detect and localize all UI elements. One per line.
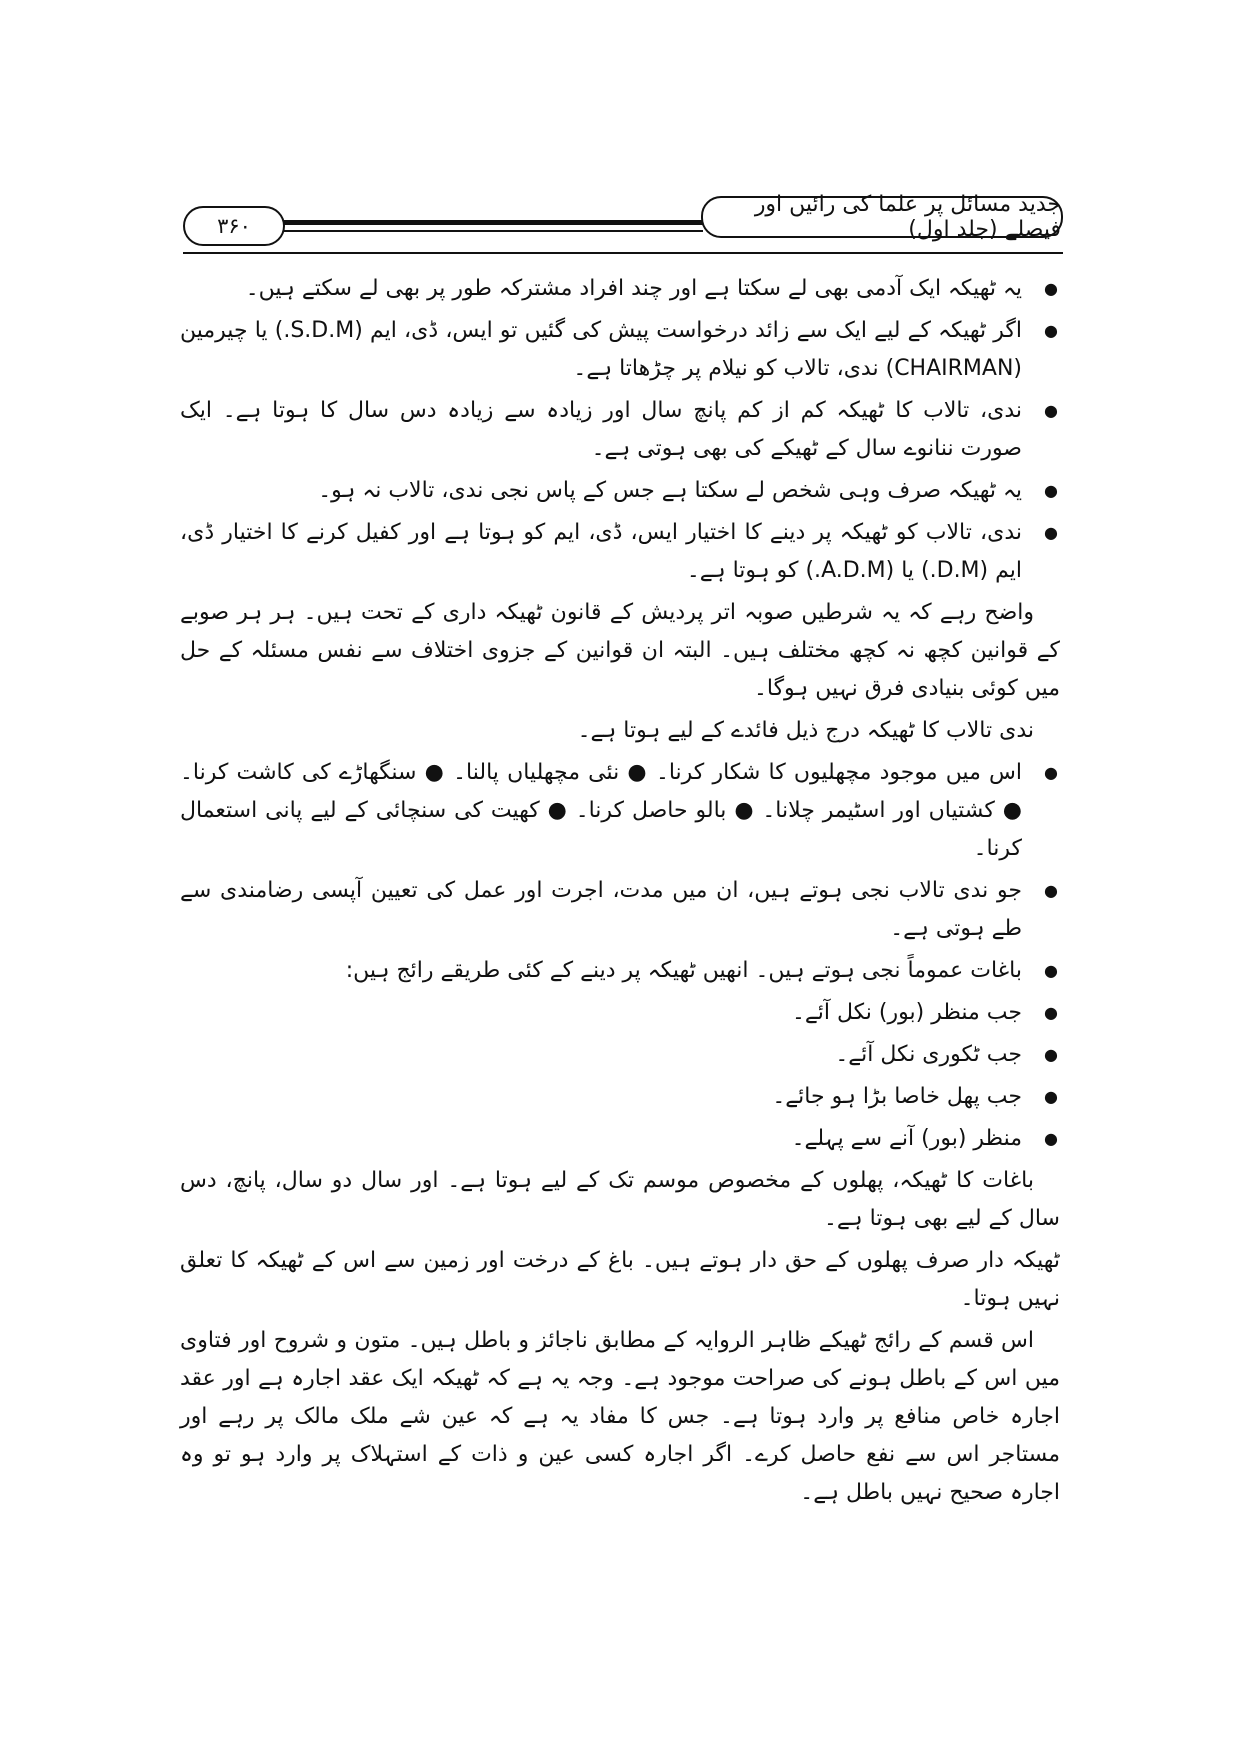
list-item: ● باغات عموماً نجی ہوتے ہیں۔ انھیں ٹھیکہ پر دینے کے کئی طریقے رائج ہیں: [180, 952, 1060, 990]
page-body [180, 270, 1060, 1516]
paragraph-note: واضح رہے کہ یہ شرطیں صوبہ اتر پردیش کے قانون ٹھیکہ داری کے تحت ہیں۔ ہر ہر صوبے کے قوانین کچھ نہ کچھ مختلف ہیں۔ البتہ ان قوانین کے جزوی اختلاف سے نفس مسئلہ کے حل میں کوئی بنیادی فرق نہیں ہوگا۔ [180, 600, 1060, 701]
list-item: ● ندی، تالاب کا ٹھیکہ کم از کم پانچ سال اور زیادہ سے زیادہ دس سال کا ہوتا ہے۔ ایک صورت ننانوے سال کے ٹھیکے کی بھی ہوتی ہے۔ [180, 392, 1060, 468]
list-item: ● اس میں موجود مچھلیوں کا شکار کرنا۔ ● نئی مچھلیاں پالنا۔ ● سنگھاڑے کی کاشت کرنا۔ ● کشتیاں اور اسٹیمر چلانا۔ ● بالو حاصل کرنا۔ ● کھیت کی سنچائی کے لیے پانی استعمال کرنا۔ [180, 754, 1060, 868]
conditions-list [180, 270, 1060, 590]
header-rule-thick [283, 220, 703, 225]
paragraph-orchard-term: باغات کا ٹھیکہ، پھلوں کے مخصوص موسم تک کے لیے ہوتا ہے۔ اور سال دو سال، پانچ، دس سال کے لیے بھی ہوتا ہے۔ [180, 1168, 1060, 1231]
list-item: ● اگر ٹھیکہ کے لیے ایک سے زائد درخواست پیش کی گئیں تو ایس، ڈی، ایم (S.D.M.) یا چیرمین (CHAIRMAN) ندی، تالاب کو نیلام پر چڑھاتا ہے۔ [180, 312, 1060, 388]
list-item: ● یہ ٹھیکہ ایک آدمی بھی لے سکتا ہے اور چند افراد مشترکہ طور پر بھی لے سکتے ہیں۔ [180, 270, 1060, 308]
header-rule-thin [283, 230, 703, 232]
page-number: ۳۶۰ [183, 206, 285, 246]
paragraph-contractor-rights: ٹھیکہ دار صرف پھلوں کے حق دار ہوتے ہیں۔ باغ کے درخت اور زمین سے اس کے ٹھیکہ کا تعلق نہیں ہوتا۔ [180, 1248, 1060, 1311]
orchard-methods-list [180, 994, 1060, 1158]
list-item: ● جب پھل خاصا بڑا ہو جائے۔ [180, 1078, 1060, 1116]
header-underline [183, 252, 1063, 254]
paragraph-ruling: اس قسم کے رائج ٹھیکے ظاہر الروایہ کے مطابق ناجائز و باطل ہیں۔ متون و شروح اور فتاوی میں اس کے باطل ہونے کی صراحت موجود ہے۔ وجہ یہ ہے کہ ٹھیکہ ایک عقد اجارہ ہے اور عقد اجارہ خاص منافع پر وارد ہوتا ہے۔ جس کا مفاد یہ ہے کہ عین شے ملک مالک پر رہے اور مستاجر اس سے نفع حاصل کرے۔ اگر اجارہ کسی عین و ذات کے استہلاک پر وارد ہو تو وہ اجارہ صحیح نہیں باطل ہے۔ [180, 1328, 1060, 1505]
list-item: ● ندی، تالاب کو ٹھیکہ پر دینے کا اختیار ایس، ڈی، ایم کو ہوتا ہے اور کفیل کرنے کا اختیار ڈی، ایم (D.M.) یا (A.D.M.) کو ہوتا ہے۔ [180, 514, 1060, 590]
book-title: جدید مسائل پر علما کی رائیں اور فیصلے (جلد اول) [701, 196, 1063, 238]
page-header [183, 192, 1063, 256]
list-item: ● جب ٹکوری نکل آئے۔ [180, 1036, 1060, 1074]
list-item: ● یہ ٹھیکہ صرف وہی شخص لے سکتا ہے جس کے پاس نجی ندی، تالاب نہ ہو۔ [180, 472, 1060, 510]
list-item: ● جب منظر (بور) نکل آئے۔ [180, 994, 1060, 1032]
paragraph-uses-intro: ندی تالاب کا ٹھیکہ درج ذیل فائدے کے لیے ہوتا ہے۔ [577, 718, 1034, 743]
list-item: ● جو ندی تالاب نجی ہوتے ہیں، ان میں مدت، اجرت اور عمل کی تعیین آپسی رضامندی سے طے ہوتی ہے۔ [180, 872, 1060, 948]
list-item: ● منظر (بور) آنے سے پہلے۔ [180, 1120, 1060, 1158]
uses-list [180, 754, 1060, 990]
